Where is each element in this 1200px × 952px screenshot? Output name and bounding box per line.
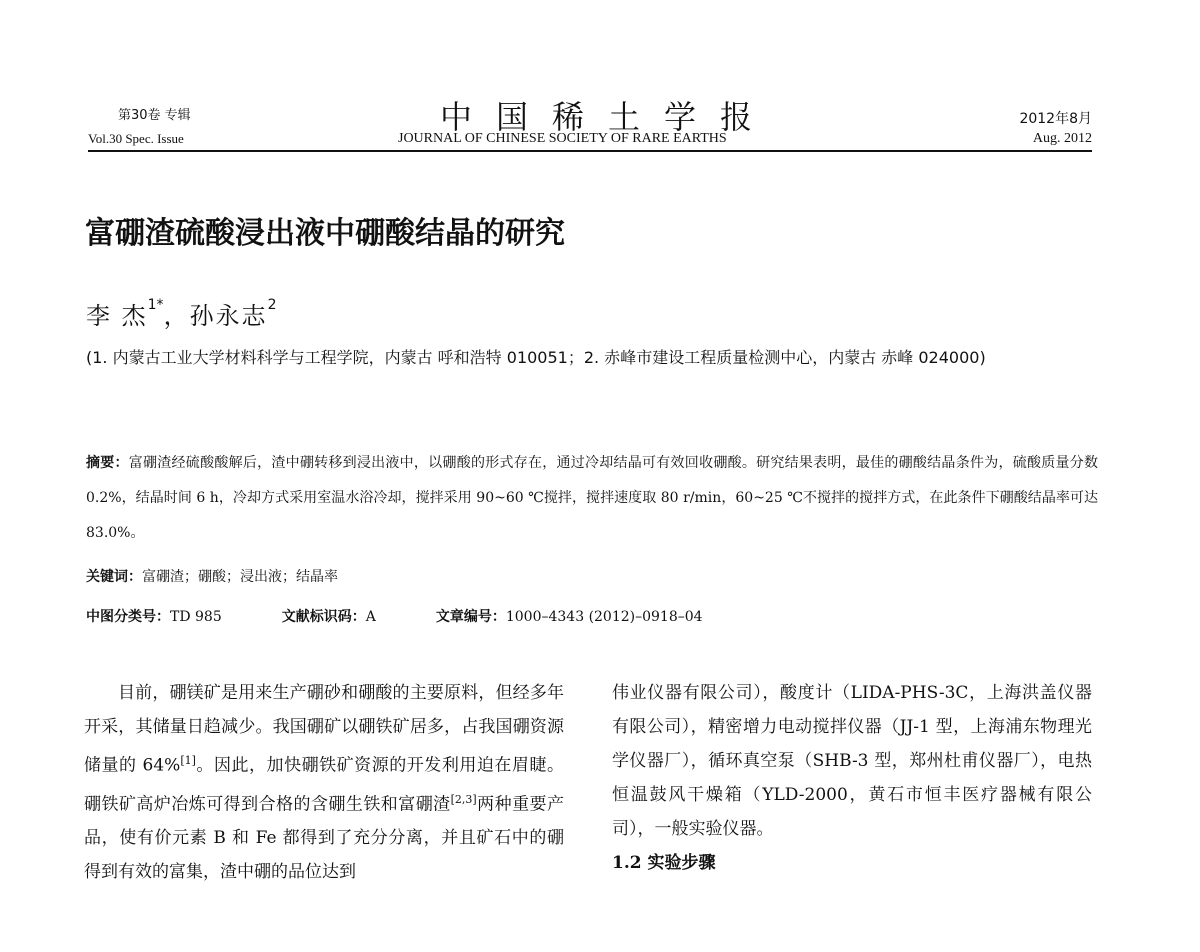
keywords-text: 富硼渣；硼酸；浸出液；结晶率: [142, 569, 338, 585]
paragraph-text: 目前，硼镁矿是用来生产硼砂和硼酸的主要原料，但经多年开采，其储量日趋减少。我国硼矿以硼铁矿居多，占我国硼资源储量的 64%: [84, 683, 564, 776]
body-column-right: [612, 676, 1092, 880]
issue-date-en: Aug. 2012: [1032, 131, 1092, 146]
clc-label: 中图分类号：: [86, 609, 170, 625]
paragraph-text: 。因此，加快硼铁矿资源的开发利用迫在眉睫。硼铁矿高炉冶炼可得到合格的含硼生铁和富硼渣: [84, 755, 564, 815]
doc-code-label: 文献标识码：: [281, 609, 366, 625]
abstract-label: 摘要：: [86, 455, 129, 471]
authors: [86, 296, 276, 331]
issue-date-cn: 2012年8月: [1019, 111, 1092, 127]
author-name: 孙永志: [189, 302, 268, 330]
article-number-value: 1000–4343 (2012)–0918–04: [505, 609, 703, 625]
header-rule: [88, 150, 1092, 152]
volume-cn: 第30卷 专辑: [118, 108, 191, 123]
doc-code-value: A: [365, 609, 376, 625]
abstract: [86, 446, 1098, 551]
keywords-label: 关键词：: [86, 569, 142, 585]
article-title: 富硼渣硫酸浸出液中硼酸结晶的研究: [85, 216, 565, 251]
abstract-text: 富硼渣经硫酸酸解后，渣中硼转移到浸出液中，以硼酸的形式存在，通过冷却结晶可有效回收硼酸。研究结果表明，最佳的硼酸结晶条件为，硫酸质量分数 0.2%，结晶时间 6 h，冷却方式采用室温水浴冷却，搅拌采用 90~60 ℃搅拌，搅拌速度取 80 r/min，60~25 ℃不搅拌的搅拌方式，在此条件下硼酸结晶率可达 83.0%。: [86, 455, 1099, 541]
citation-ref: [1]: [180, 754, 196, 767]
affiliations: (1. 内蒙古工业大学材料科学与工程学院，内蒙古 呼和浩特 010051；2. 赤峰市建设工程质量检测中心，内蒙古 赤峰 024000): [86, 348, 986, 367]
article-number-label: 文章编号：: [435, 609, 506, 625]
author-separator: ，: [163, 302, 190, 330]
journal-title-cn: 中国稀土学报: [440, 98, 777, 136]
classification-line: [86, 606, 703, 626]
citation-ref: [2,3]: [450, 792, 477, 806]
author-affiliation-mark: 2: [267, 297, 277, 313]
author-name: 李 杰: [86, 302, 148, 330]
section-heading: 1.2 实验步骤: [612, 853, 716, 873]
volume-en: Vol.30 Spec. Issue: [88, 131, 184, 146]
body-column-left: [84, 676, 564, 889]
clc-value: TD 985: [170, 609, 222, 625]
paragraph-text: 两种重要产品，使有价元素 B 和 Fe 都得到了充分分离，并且矿石中的硼得到有效的富集，渣中硼的品位达到: [84, 794, 565, 883]
journal-title-en: JOURNAL OF CHINESE SOCIETY OF RARE EARTHS: [398, 131, 727, 146]
keywords: [86, 566, 338, 586]
paragraph-text: 伟业仪器有限公司），酸度计（LIDA-PHS-3C，上海洪盖仪器有限公司），精密增力电动搅拌仪器（JJ-1 型，上海浦东物理光学仪器厂），循环真空泵（SHB-3 型，郑州杜甫仪器厂），电热恒温鼓风干燥箱（YLD-2000，黄石市恒丰医疗器械有限公司），一般实验仪器。: [612, 683, 1092, 839]
author-affiliation-mark: 1*: [147, 297, 164, 313]
